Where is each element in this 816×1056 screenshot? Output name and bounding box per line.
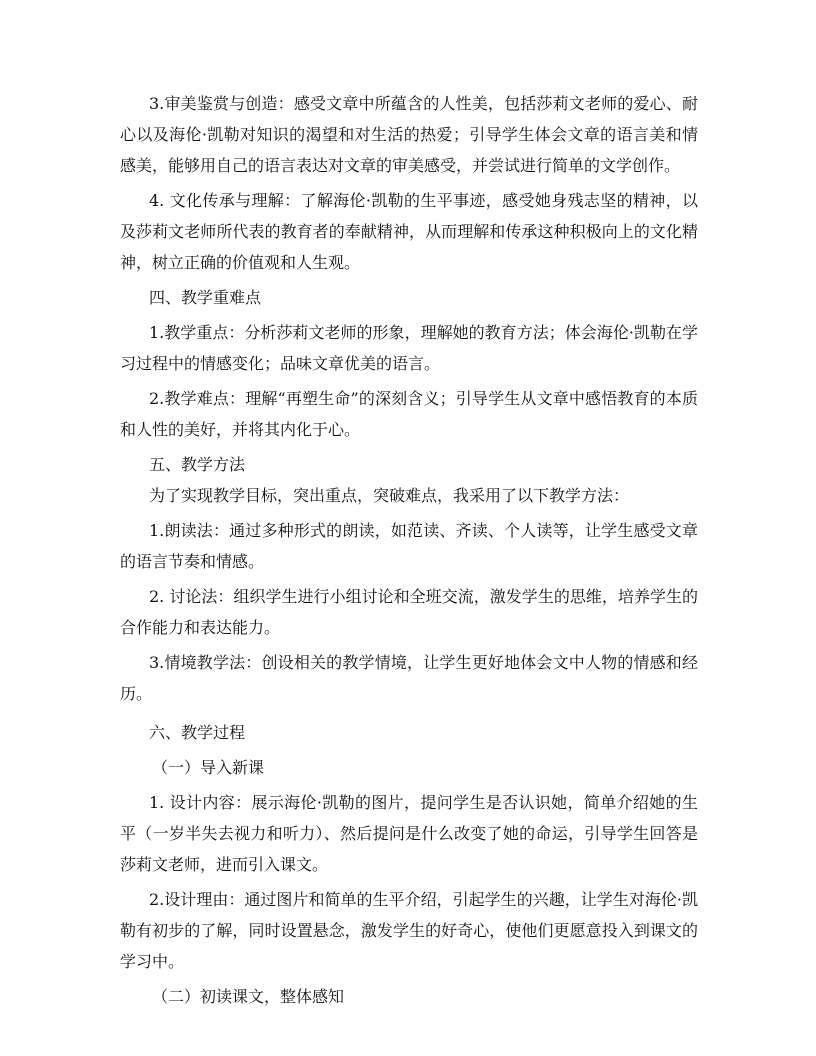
situation-method-paragraph: 3.情境教学法：创设相关的教学情境，让学生更好地体会文中人物的情感和经历。 [120,653,698,703]
aesthetic-paragraph: 3.审美鉴赏与创造：感受文章中所蕴含的人性美，包括莎莉文老师的爱心、耐心以及海伦·凯勒对知识的渴望和对生活的热爱；引导学生体会文章的语言美和情感美，能够用自己的语言表达对文章的审美感受，并尝试进行简单的文学创作。 [120,94,698,175]
key-point-paragraph: 1.教学重点：分析莎莉文老师的形象，理解她的教育方法；体会海伦·凯勒在学习过程中的情感变化；品味文章优美的语言。 [120,323,698,373]
discussion-method-paragraph: 2. 讨论法：组织学生进行小组讨论和全班交流，激发学生的思维，培养学生的合作能力和表达能力。 [120,587,698,637]
design-content-paragraph: 1. 设计内容：展示海伦·凯勒的图片，提问学生是否认识她，简单介绍她的生平（一岁半失去视力和听力）、然后提问是什么改变了她的命运，引导学生回答是莎莉文老师，进而引入课文。 [120,793,698,874]
intro-section-heading: （一）导入新课 [152,758,265,777]
methods-intro-paragraph: 为了实现教学目标，突出重点，突破难点，我采用了以下教学方法： [149,486,630,505]
difficulty-paragraph: 2.教学难点：理解“再塑生命”的深刻含义；引导学生从文章中感悟教育的本质和人性的美好，并将其内化于心。 [120,389,698,439]
document-page [120,88,698,1012]
teaching-methods-heading: 五、教学方法 [149,455,246,474]
first-reading-heading: （二）初读课文，整体感知 [152,987,345,1006]
culture-paragraph: 4. 文化传承与理解：了解海伦·凯勒的生平事迹，感受她身残志坚的精神，以及莎莉文老师所代表的教育者的奉献精神，从而理解和传承这种积极向上的文化精神，树立正确的价值观和人生观。 [120,191,698,272]
design-reason-paragraph: 2.设计理由：通过图片和简单的生平介绍，引起学生的兴趣，让学生对海伦·凯勒有初步的了解，同时设置悬念，激发学生的好奇心，使他们更愿意投入到课文的学习中。 [120,890,698,971]
teaching-process-heading: 六、教学过程 [149,723,246,742]
reading-method-paragraph: 1.朗读法：通过多种形式的朗读，如范读、齐读、个人读等，让学生感受文章的语言节奏和情感。 [120,521,698,571]
teaching-focus-heading: 四、教学重难点 [149,288,262,307]
